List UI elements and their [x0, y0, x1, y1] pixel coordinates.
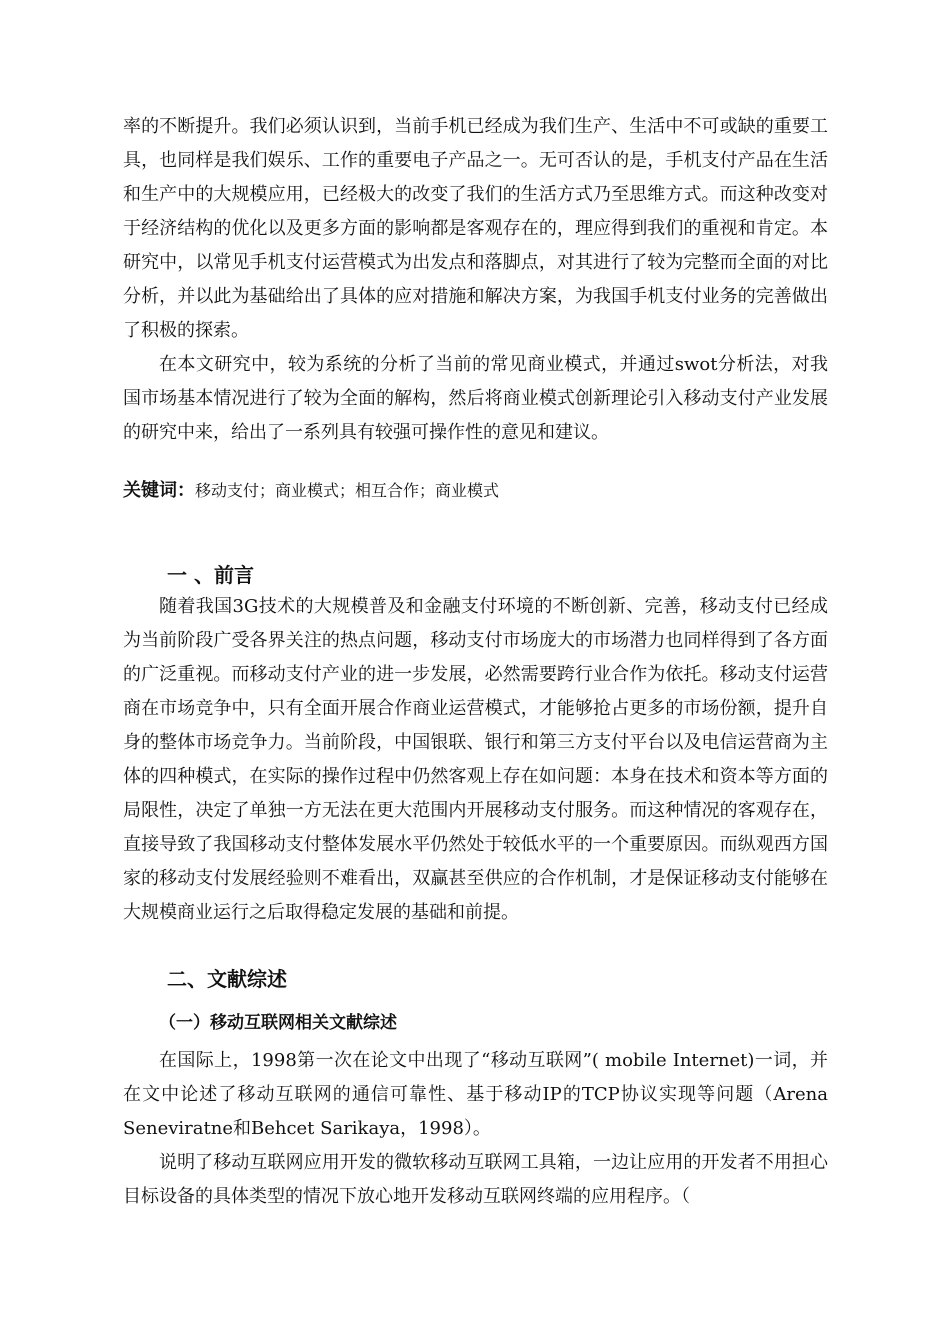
keywords-line [123, 474, 828, 508]
section-2-subheading: （一）移动互联网相关文献综述 [159, 1013, 397, 1033]
section-preface [123, 560, 828, 930]
section-1-paragraph: 随着我国3G技术的大规模普及和金融支付环境的不断创新、完善，移动支付已经成为当前阶段广受各界关注的热点问题，移动支付市场庞大的市场潜力也同样得到了各方面的广泛重视。而移动支付产业的进一步发展，必然需要跨行业合作为依托。移动支付运营商在市场竞争中，只有全面开展合作商业运营模式，才能够抢占更多的市场份额，提升自身的整体市场竞争力。当前阶段，中国银联、银行和第三方支付平台以及电信运营商为主体的四种模式，在实际的操作过程中仍然客观上存在如问题：本身在技术和资本等方面的局限性，决定了单独一方无法在更大范围内开展移动支付服务。而这种情况的客观存在，直接导致了我国移动支付整体发展水平仍然处于较低水平的一个重要原因。而纵观西方国家的移动支付发展经验则不难看出，双赢甚至供应的合作机制，才是保证移动支付能够在大规模商业运行之后取得稳定发展的基础和前提。 [123, 596, 828, 923]
keywords-label: 关键词： [123, 480, 195, 501]
section-1-heading: 一 、前言 [167, 563, 254, 587]
abstract-section [123, 110, 828, 450]
section-2-heading: 二、文献综述 [167, 967, 287, 991]
abstract-paragraph-1: 率的不断提升。我们必须认识到，当前手机已经成为我们生产、生活中不可或缺的重要工具，也同样是我们娱乐、工作的重要电子产品之一。无可否认的是，手机支付产品在生活和生产中的大规模应用，已经极大的改变了我们的生活方式乃至思维方式。而这种改变对于经济结构的优化以及更多方面的影响都是客观存在的，理应得到我们的重视和肯定。本研究中，以常见手机支付运营模式为出发点和落脚点，对其进行了较为完整而全面的对比分析，并以此为基础给出了具体的应对措施和解决方案，为我国手机支付业务的完善做出了积极的探索。 [123, 116, 828, 341]
abstract-paragraph-2: 在本文研究中，较为系统的分析了当前的常见商业模式，并通过swot分析法，对我国市场基本情况进行了较为全面的解构，然后将商业模式创新理论引入移动支付产业发展的研究中来，给出了一系列具有较强可操作性的意见和建议。 [123, 354, 828, 443]
section-literature-review [123, 964, 828, 1214]
section-2-paragraph-1: 在国际上，1998第一次在论文中出现了“移动互联网”( mobile Internet)一词，并在文中论述了移动互联网的通信可靠性、基于移动IP的TCP协议实现等问题（Arena Seneviratne和Behcet Sarikaya，1998）。 [123, 1050, 828, 1139]
section-2-paragraph-2: 说明了移动互联网应用开发的微软移动互联网工具箱，一边让应用的开发者不用担心目标设备的具体类型的情况下放心地开发移动互联网终端的应用程序。（ [123, 1152, 828, 1207]
keywords-text: 移动支付；商业模式；相互合作；商业模式 [195, 481, 500, 500]
